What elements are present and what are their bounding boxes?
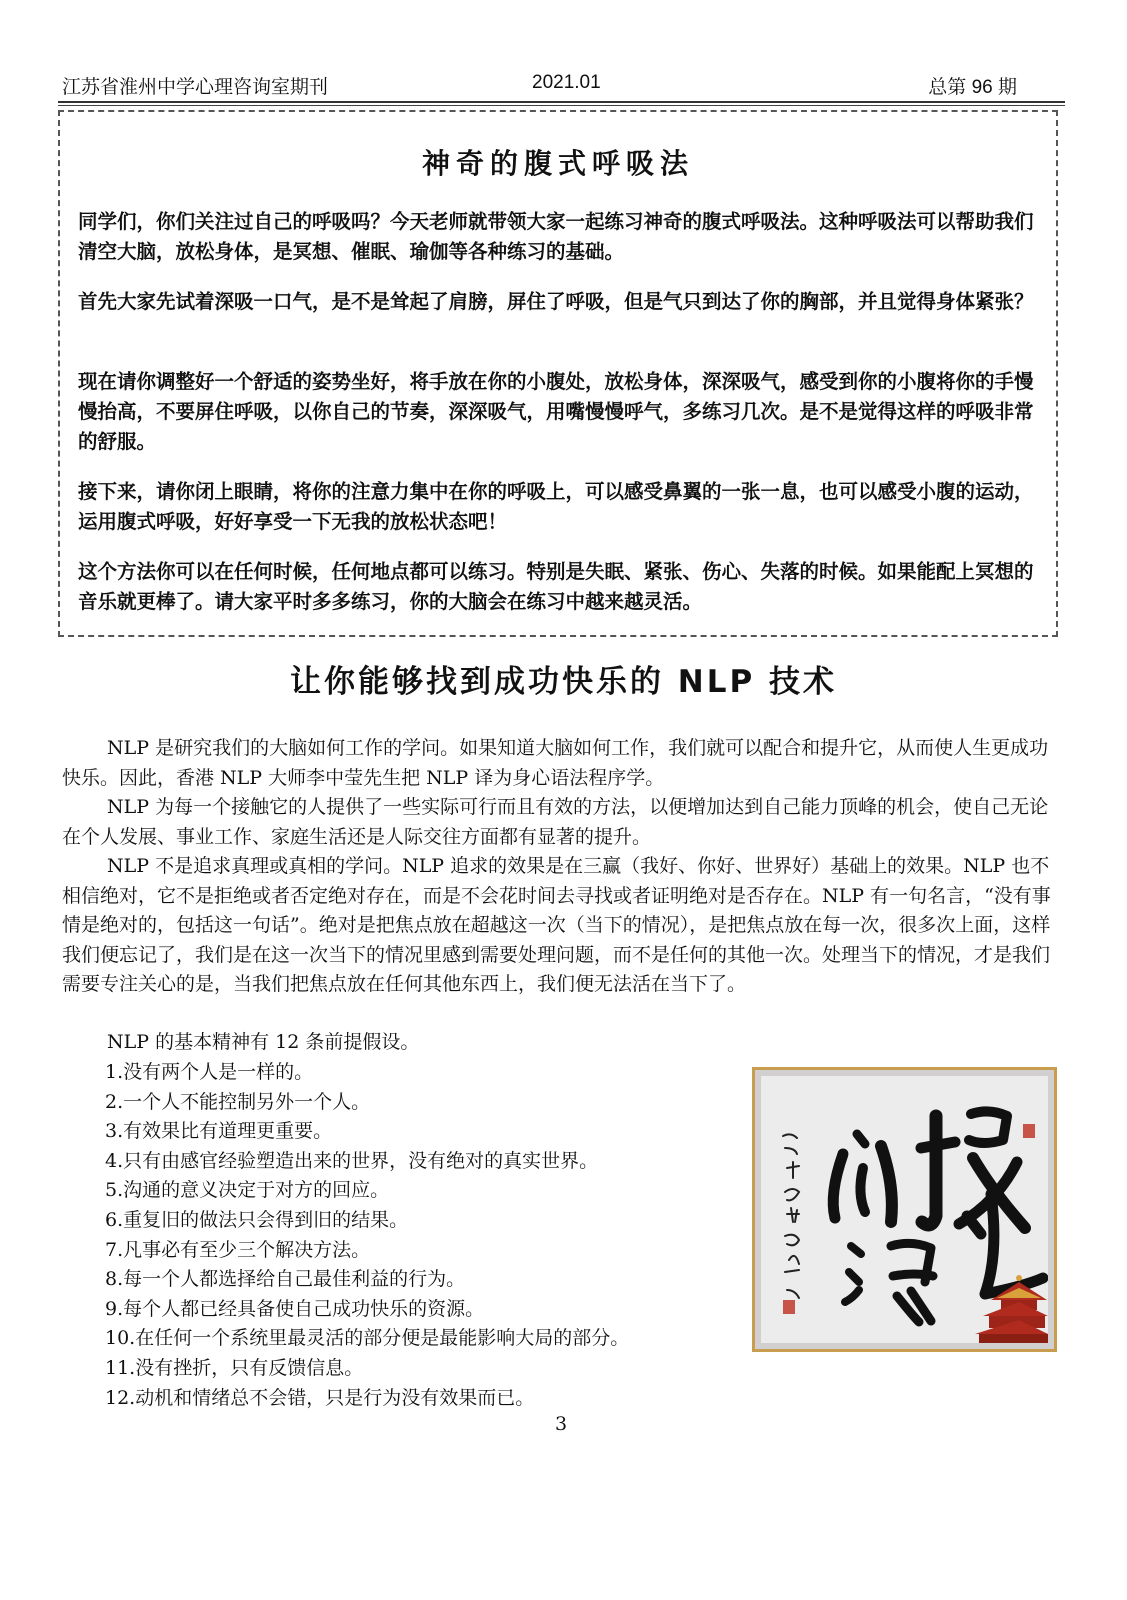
breathing-paragraph-4: 接下来，请你闭上眼睛，将你的注意力集中在你的呼吸上，可以感受鼻翼的一张一息，也可以感受小腹的运动，运用腹式呼吸，好好享受一下无我的放松状态吧！ bbox=[78, 480, 1034, 533]
calligraphy-image bbox=[752, 1067, 1057, 1352]
nlp-paragraph-1: NLP 是研究我们的大脑如何工作的学问。如果知道大脑如何工作，我们就可以配合和提升它，从而使人生更成功快乐。因此，香港 NLP 大师李中莹先生把 NLP 译为身心语法程序学。 bbox=[62, 737, 1049, 789]
list-item: 8.每一个人都选择给自己最佳利益的行为。 bbox=[105, 1268, 466, 1291]
seal-stamp-top bbox=[1023, 1124, 1035, 1138]
breathing-paragraph-1: 同学们，你们关注过自己的呼吸吗？今天老师就带领大家一起练习神奇的腹式呼吸法。这种呼吸法可以帮助我们清空大脑，放松身体，是冥想、催眠、瑜伽等各种练习的基础。 bbox=[78, 210, 1034, 263]
page-number: 3 bbox=[555, 1413, 568, 1435]
list-item: 5.沟通的意义决定于对方的回应。 bbox=[105, 1179, 390, 1202]
nlp-paragraph-3: NLP 不是追求真理或真相的学问。NLP 追求的效果是在三赢（我好、你好、世界好）基础上的效果。NLP 也不相信绝对，它不是拒绝或者否定绝对存在，而是不会花时间去寻找或者证明绝对是否存在。NLP 有一句名言，“没有事情是绝对的，包括这一句话”。绝对是把焦点放在超越这一次（当下的情况），是把焦点放在每一次，很多次上面，这样我们便忘记了，我们是在这一次当下的情况里感到需要处理问题，而不是任何的其他一次。处理当下的情况，才是我们需要专注关心的是，当我们把焦点放在任何其他东西上，我们便无法活在当下了。 bbox=[62, 855, 1051, 995]
nlp-presuppositions-list bbox=[105, 1058, 629, 1413]
header-divider-thin bbox=[58, 105, 1065, 106]
list-item: 10.在任何一个系统里最灵活的部分便是最能影响大局的部分。 bbox=[105, 1327, 630, 1350]
list-item: 3.有效果比有道理更重要。 bbox=[105, 1120, 333, 1143]
list-item: 9.每个人都已经具备使自己成功快乐的资源。 bbox=[105, 1297, 485, 1320]
list-item: 11.没有挫折，只有反馈信息。 bbox=[105, 1356, 364, 1379]
breathing-paragraph-5: 这个方法你可以在任何时候，任何地点都可以练习。特别是失眠、紧张、伤心、失落的时候。如果能配上冥想的音乐就更棒了。请大家平时多多练习，你的大脑会在练习中越来越灵活。 bbox=[78, 560, 1034, 613]
list-item: 6.重复旧的做法只会得到旧的结果。 bbox=[105, 1208, 409, 1231]
breathing-article-box bbox=[58, 110, 1058, 637]
breathing-paragraph-3: 现在请你调整好一个舒适的姿势坐好，将手放在你的小腹处，放松身体，深深吸气，感受到你的小腹将你的手慢慢抬高，不要屏住呼吸，以你自己的节奏，深深吸气，用嘴慢慢呼气，多练习几次。是不是觉得这样的呼吸非常的舒服。 bbox=[78, 370, 1034, 453]
nlp-article-title: 让你能够找到成功快乐的 NLP 技术 bbox=[289, 664, 837, 700]
list-item: 12.动机和情绪总不会错，只是行为没有效果而已。 bbox=[105, 1386, 535, 1409]
list-item: 7.凡事必有至少三个解决方法。 bbox=[105, 1238, 371, 1261]
page-header bbox=[62, 72, 1062, 102]
calligraphy-artwork bbox=[761, 1076, 1048, 1343]
breathing-article-title: 神奇的腹式呼吸法 bbox=[421, 147, 694, 180]
nlp-paragraph-2: NLP 为每一个接触它的人提供了一些实际可行而且有效的方法，以便增加达到自己能力顶峰的机会，使自己无论在个人发展、事业工作、家庭生活还是人际交往方面都有显著的提升。 bbox=[62, 796, 1049, 848]
issue-date: 2021.01 bbox=[532, 72, 601, 93]
issue-number: 总第 96 期 bbox=[928, 77, 1017, 98]
breathing-paragraph-2: 首先大家先试着深吸一口气，是不是耸起了肩膀，屏住了呼吸，但是气只到达了你的胸部，并且觉得身体紧张？ bbox=[78, 290, 1034, 313]
list-item: 1.没有两个人是一样的。 bbox=[105, 1061, 314, 1083]
header-divider bbox=[58, 101, 1065, 103]
journal-name: 江苏省淮州中学心理咨询室期刊 bbox=[62, 77, 329, 98]
seal-stamp-bottom bbox=[783, 1300, 795, 1314]
list-item: 4.只有由感官经验塑造出来的世界，没有绝对的真实世界。 bbox=[105, 1149, 599, 1172]
nlp-paragraph-4: NLP 的基本精神有 12 条前提假设。 bbox=[107, 1031, 420, 1053]
list-item: 2.一个人不能控制另外一个人。 bbox=[105, 1090, 371, 1113]
